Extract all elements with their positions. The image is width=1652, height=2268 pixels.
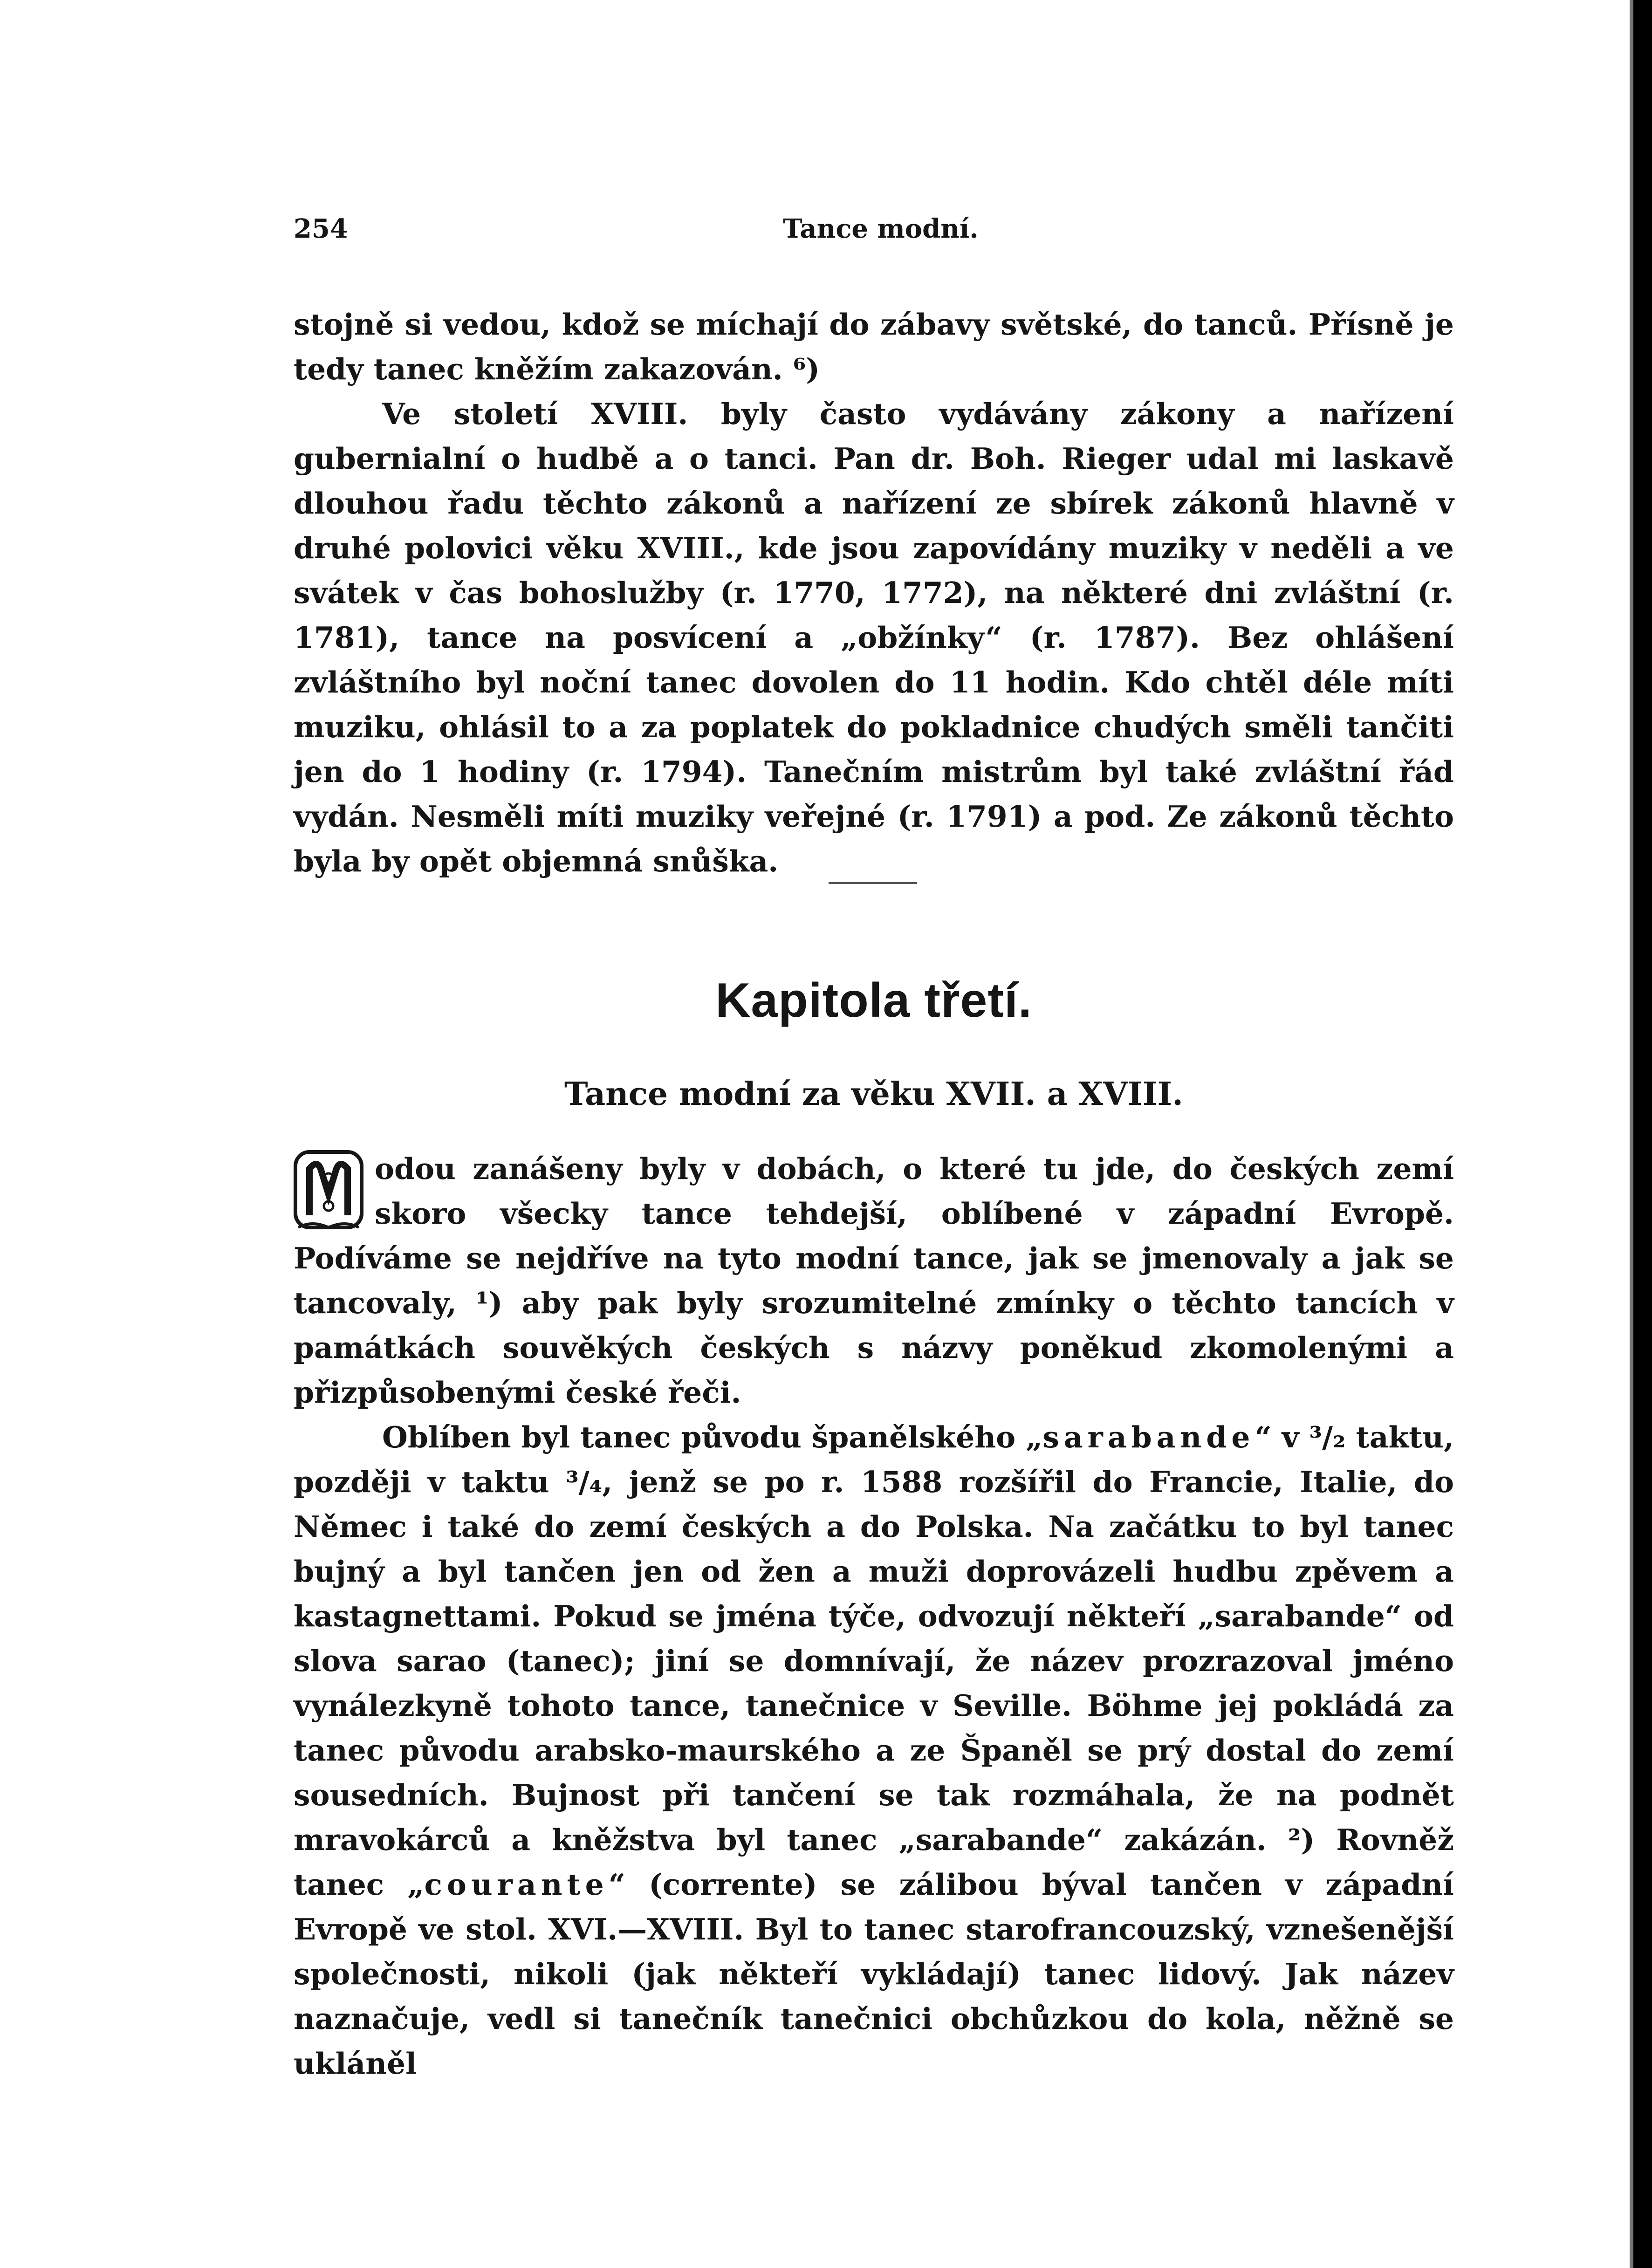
dance-term-sarabande: sarabande bbox=[1042, 1420, 1255, 1454]
paragraph: Ve století XVIII. byly často vydávány zákony a nařízení gubernialní o hudbě a o tanci. Pan dr. Boh. Rieger udal mi laskavě dlouhou řadu těchto zákonů a nařízení ze sbírek zákonů hlavně v druhé polovici věku XVIII., kde jsou zapovídány muziky v neděli a ve svátek v čas bohoslužby (r. 1770, 1772), na některé dni zvláštní (r. 1781), tance na posvícení a „obžínky“ (r. 1787). Bez ohlášení zvláštního byl noční tanec dovolen do 11 hodin. Kdo chtěl déle míti muziku, ohlásil to a za poplatek do pokladnice chudých směli tančiti jen do 1 hodiny (r. 1794). Tanečním mistrům byl také zvláštní řád vydán. Nesměli míti muziky veřejné (r. 1791) a pod. Ze zákonů těchto byla by opět objemná snůška. bbox=[294, 397, 1454, 878]
page-edge bbox=[1633, 0, 1652, 2268]
paragraph-text: “ v ³/₂ taktu, později v taktu ³/₄, jenž se po r. 1588 rozšířil do Francie, Italie, do Němec i také do zemí českých a do Polska. Na začátku to byl tanec bujný a byl tančen jen od žen a muži doprovázeli hudbu zpěvem a kastagnettami. Pokud se jména týče, odvozují někteří „sarabande“ od slova sarao (tanec); jiní se domnívají, že název prozrazoval jméno vynálezkyně tohoto tance, tanečnice v Seville. Böhme jej pokládá za tanec původu arabsko-maurského a ze Španěl se prý dostal do zemí sousedních. Bujnost při tančení se tak rozmáhala, že na podnět mravokárců a kněžstva byl tanec „sarabande“ zakázán. ²) Rovněž tanec „ bbox=[294, 1420, 1454, 1902]
page-header bbox=[294, 213, 1454, 251]
text-block-top bbox=[294, 302, 1454, 884]
running-head: Tance modní. bbox=[783, 213, 979, 244]
dance-term-courante: courante bbox=[424, 1867, 609, 1902]
paragraph bbox=[294, 1146, 1454, 1415]
text-block-main bbox=[294, 1146, 1454, 2086]
paragraph: stojně si vedou, kdož se míchají do zábavy světské, do tanců. Přísně je tedy tanec kněžím zakazován. ⁶) bbox=[294, 307, 1454, 386]
page-number: 254 bbox=[294, 213, 348, 244]
paragraph bbox=[294, 1415, 1454, 2086]
paragraph-text: “ (corrente) se zálibou býval tančen v západní Evropě ve stol. XVI.—XVIII. Byl to tanec starofrancouzský, vznešenější společnosti, nikoli (jak někteří vykládají) tanec lidový. Jak název naznačuje, vedl si tanečník tanečnici obchůzkou do kola, něžně se ukláněl bbox=[294, 1867, 1454, 2081]
section-divider bbox=[829, 882, 917, 884]
dropcap-m-icon bbox=[294, 1150, 363, 1229]
chapter-title: Kapitola třetí. bbox=[715, 973, 1032, 1028]
paragraph-text: odou zanášeny byly v dobách, o které tu jde, do českých zemí skoro všecky tance tehdejší, oblíbené v západní Evropě. Podíváme se nejdříve na tyto modní tance, jak se jmenovaly a jak se tancovaly, ¹) aby pak byly srozumitelné zmínky o těchto tancích v památkách souvěkých českých s názvy poněkud zkomolenými a přizpůsobenými české řeči. bbox=[294, 1151, 1454, 1410]
paragraph-text: Oblíben byl tanec původu španělského „ bbox=[382, 1420, 1043, 1454]
page-edge-shadow bbox=[1630, 0, 1633, 2268]
section-title: Tance modní za věku XVII. a XVIII. bbox=[564, 1076, 1183, 1113]
